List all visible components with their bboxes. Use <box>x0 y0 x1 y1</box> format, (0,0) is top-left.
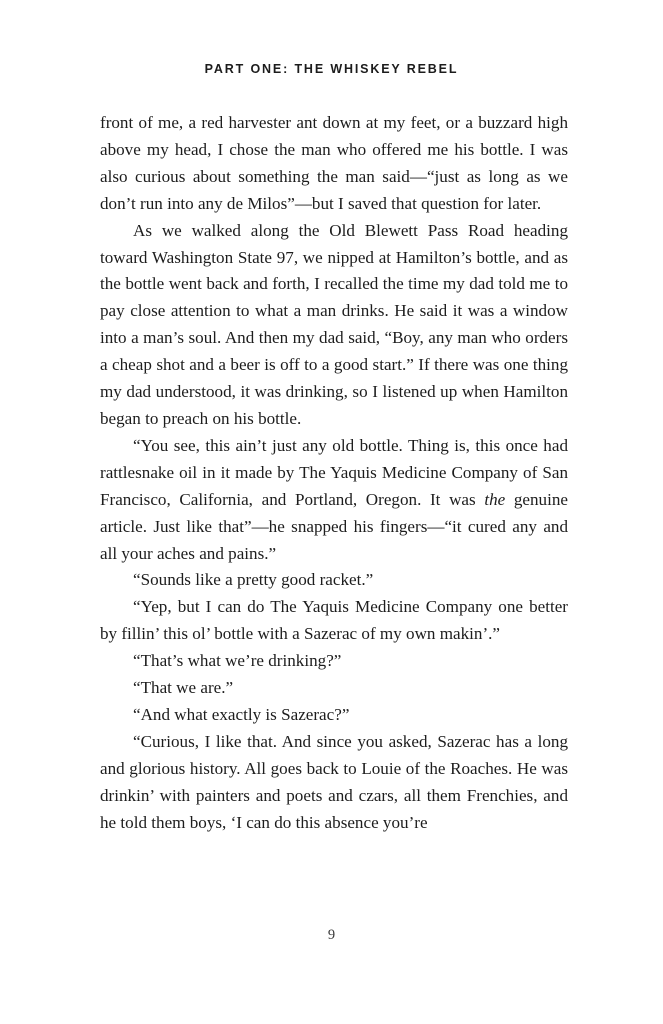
paragraph: “Sounds like a pretty good racket.” <box>133 570 374 590</box>
paragraph: “And what exactly is Sazerac?” <box>133 704 350 724</box>
page-number: 9 <box>327 927 336 943</box>
paragraph: As we walked along the Old Blewett Pass Road heading toward Washington State 97, we nipped at Hamilton’s bottle, and as the bottle went back and forth, I recalled the time my dad told me to pay close attention to what a man drinks. He said it was a window into a man’s soul. And then my dad said, “Boy, any man who orders a cheap shot and a beer is off to a good start.” If there was one thing my dad understood, it was drinking, so I listened up when Hamilton began to preach on his bottle. <box>100 220 568 428</box>
paragraph: “That we are.” <box>133 678 234 698</box>
body-text-block <box>100 110 568 836</box>
paragraph: “Curious, I like that. And since you asked, Sazerac has a long and glorious history. All goes back to Louie of the Roaches. He was drinkin’ with painters and poets and czars, all them Frenchies, and he told them boys, ‘I can do this absence you’re <box>100 731 568 832</box>
paragraph <box>100 433 568 568</box>
paragraph-text-before-italic: “You see, this ain’t just any old bottle. Thing is, this once had rattlesnake oil in it made by The Yaquis Medicine Company of San Francisco, California, and Portland, Oregon. It was <box>100 435 568 509</box>
italic-emphasis: the <box>484 489 506 509</box>
paragraph-text-after-italic: genuine article. Just like that”—he snapped his fingers—“it cured any and all your aches and pains.” <box>100 489 568 563</box>
paragraph: front of me, a red harvester ant down at my feet, or a buzzard high above my head, I chose the man who offered me his bottle. I was also curious about something the man said—“just as long as we don’t run into any de Milos”—but I saved that question for later. <box>100 113 568 213</box>
running-head: PART ONE: THE WHISKEY REBEL <box>204 62 459 76</box>
paragraph: “That’s what we’re drinking?” <box>133 651 342 671</box>
paragraph: “Yep, but I can do The Yaquis Medicine Company one better by fillin’ this ol’ bottle with a Sazerac of my own makin’.” <box>100 597 568 644</box>
